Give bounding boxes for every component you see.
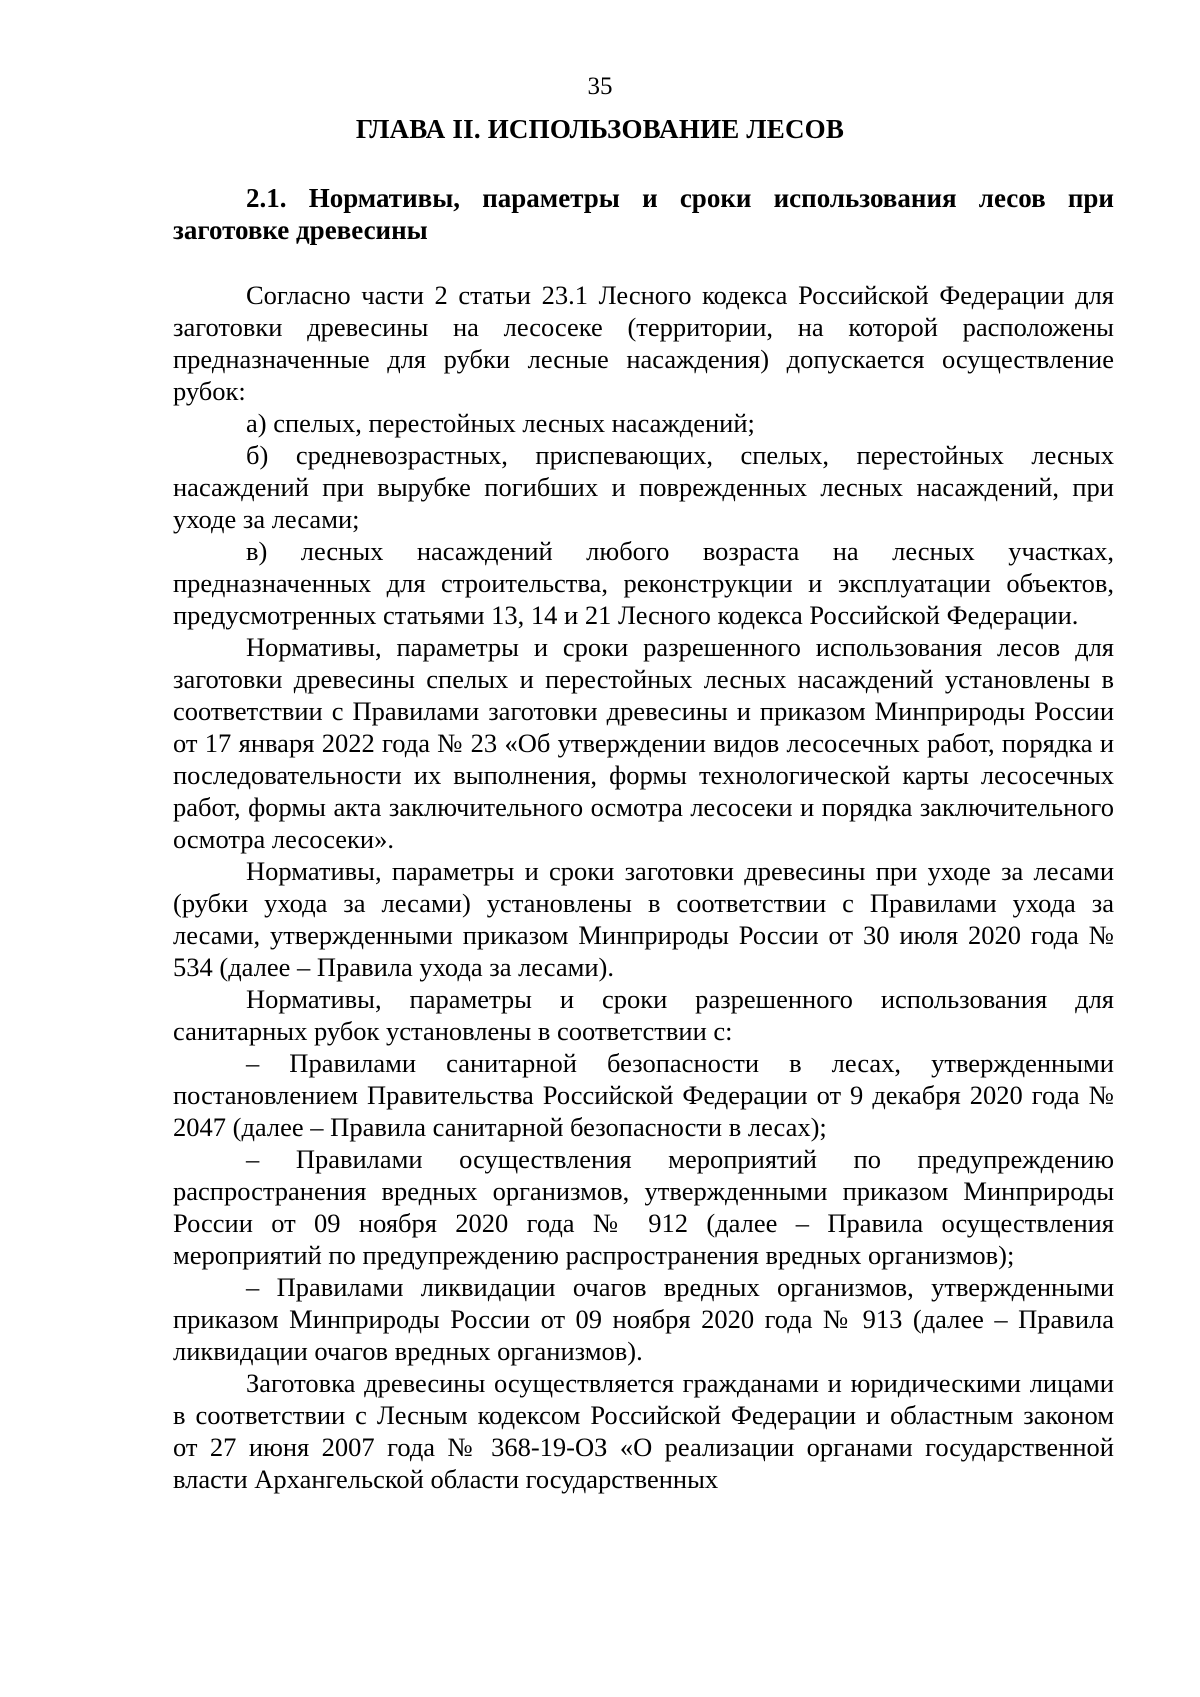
paragraph-norms-sanitary: Нормативы, параметры и сроки разрешенного использования для санитарных рубок установлены в соответствии с: bbox=[173, 984, 1114, 1046]
body-text bbox=[173, 279, 1114, 1495]
dash-item-sanitary-safety: – Правилами санитарной безопасности в лесах, утвержденными постановлением Правительства Российской Федерации от 9 декабря 2020 года № 2047 (далее – Правила санитарной безопасности в лесах); bbox=[173, 1048, 1114, 1142]
list-item-a: а) спелых, перестойных лесных насаждений; bbox=[246, 408, 755, 438]
list-item-b: б) средневозрастных, приспевающих, спелых, перестойных лесных насаждений при вырубке погибших и поврежденных лесных насаждений, при уходе за лесами; bbox=[173, 440, 1114, 534]
dash-item-pest-prevention: – Правилами осуществления мероприятий по предупреждению распространения вредных организмов, утвержденными приказом Минприроды России от 09 ноября 2020 года № 912 (далее – Правила осуществления мероприятий по предупреждению распространения вредных организмов); bbox=[173, 1144, 1114, 1270]
chapter-title: ГЛАВА II. ИСПОЛЬЗОВАНИЕ ЛЕСОВ bbox=[355, 114, 845, 144]
paragraph-norms-care: Нормативы, параметры и сроки заготовки древесины при уходе за лесами (рубки ухода за лесами) установлены в соответствии с Правилами ухода за лесами, утвержденными приказом Минприроды России от 30 июля 2020 года № 534 (далее – Правила ухода за лесами). bbox=[173, 856, 1114, 982]
paragraph-norms-mature: Нормативы, параметры и сроки разрешенного использования лесов для заготовки древесины спелых и перестойных лесных насаждений установлены в соответствии с Правилами заготовки древесины и приказом Минприроды России от 17 января 2022 года № 23 «Об утверждении видов лесосечных работ, порядка и последовательности их выполнения, формы технологической карты лесосечных работ, формы акта заключительного осмотра лесосеки и порядка заключительного осмотра лесосеки». bbox=[173, 632, 1114, 854]
dash-item-pest-elimination: – Правилами ликвидации очагов вредных организмов, утвержденными приказом Минприроды России от 09 ноября 2020 года № 913 (далее – Правила ликвидации очагов вредных организмов). bbox=[173, 1272, 1114, 1366]
list-item-v: в) лесных насаждений любого возраста на лесных участках, предназначенных для строительства, реконструкции и эксплуатации объектов, предусмотренных статьями 13, 14 и 21 Лесного кодекса Российской Федерации. bbox=[173, 536, 1114, 630]
paragraph-harvesting: Заготовка древесины осуществляется гражданами и юридическими лицами в соответствии с Лесным кодексом Российской Федерации и областным законом от 27 июня 2007 года № 368-19-ОЗ «О реализации органами государственной власти Архангельской области государственных bbox=[173, 1368, 1114, 1494]
section-title: 2.1. Нормативы, параметры и сроки использования лесов при заготовке древесины bbox=[173, 183, 1114, 245]
paragraph-intro: Согласно части 2 статьи 23.1 Лесного кодекса Российской Федерации для заготовки древесины на лесосеке (территории, на которой расположены предназначенные для рубки лесные насаждения) допускается осуществление рубок: bbox=[173, 280, 1114, 406]
page-number: 35 bbox=[587, 73, 613, 100]
